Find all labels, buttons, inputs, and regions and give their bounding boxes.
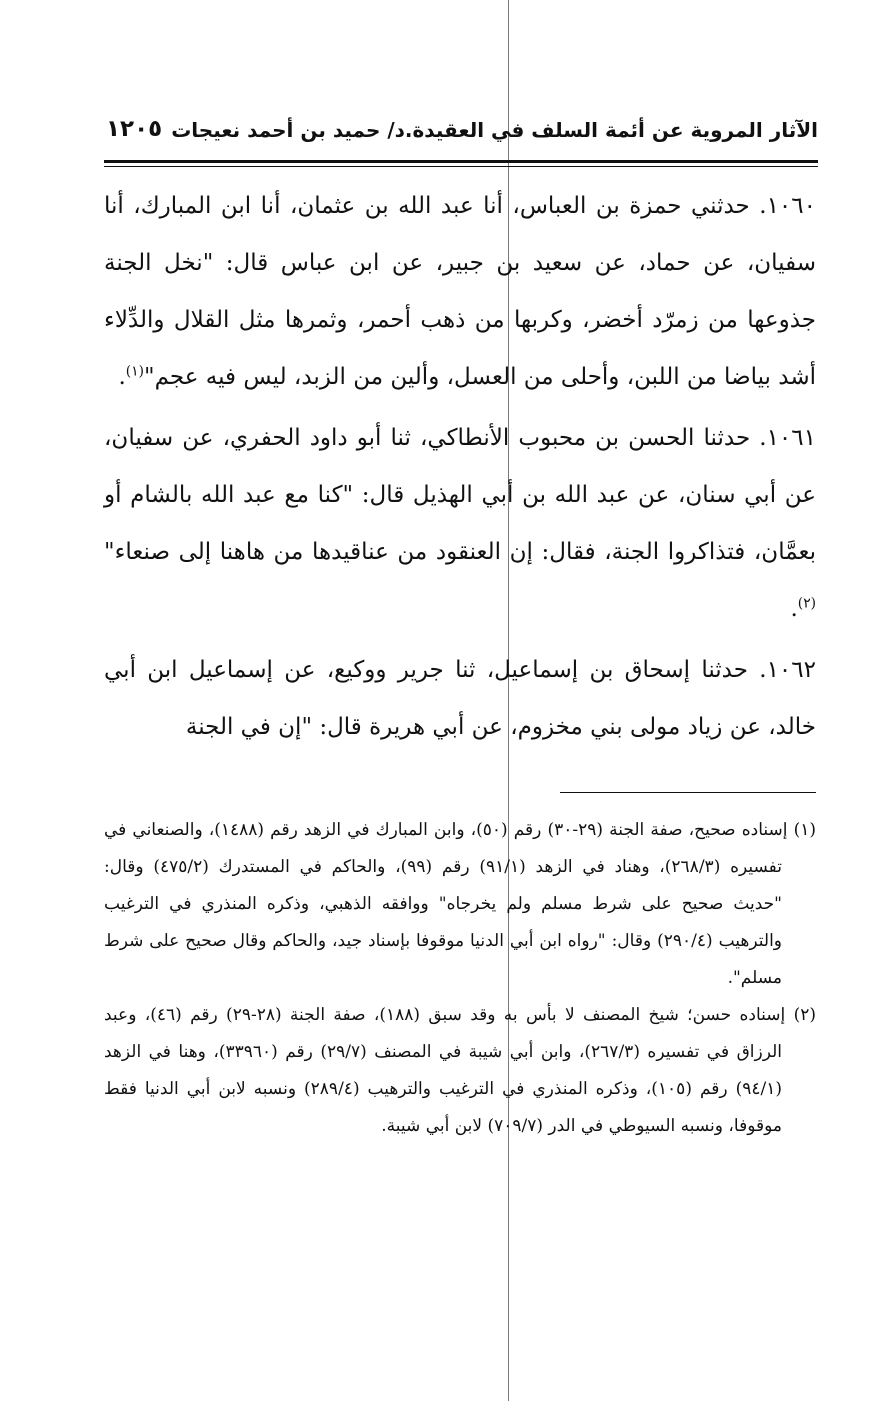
footnote-separator — [560, 792, 816, 793]
footnote-2: (٢) إسناده حسن؛ شيخ المصنف لا بأس به وقد سبق (١٨٨)، صفة الجنة (٢٨-٢٩) رقم (٤٦)، وعبد الرزاق في تفسيره (٢٦٧/٣)، وابن أبي شيبة في المصنف (٢٩/٧) رقم (٣٣٩٦٠)، وهنا في الزهد (٩٤/١) رقم (١٠٥)، وذكره المنذري في الترغيب والترهيب (٢٨٩/٤) ونسبه لابن أبي الدنيا فقط موقوفا، ونسبه السيوطي في الدر (٧٠٩/٧) لابن أبي شيبة. — [104, 1005, 816, 1136]
main-text — [104, 178, 816, 760]
running-title: الآثار المروية عن أئمة السلف في العقيدة.د/ حميد بن أحمد نعيجات — [171, 118, 818, 142]
page-number: ١٢٠٥ — [106, 116, 163, 142]
entry-text: ١٠٦١. حدثنا الحسن بن محبوب الأنطاكي، ثنا أبو داود الحفري، عن سفيان، عن أبي سنان، عن عبد الله بن أبي الهذيل قال: "كنا مع عبد الله بالشام أو بعمَّان، فتذاكروا الجنة، فقال: إن العنقود من عناقيدها من هاهنا إلى صنعاء" — [104, 425, 816, 565]
page-header — [104, 112, 818, 156]
header-rule — [104, 160, 818, 163]
footnote-1: (١) إسناده صحيح، صفة الجنة (٢٩-٣٠) رقم (٥٠)، وابن المبارك في الزهد رقم (١٤٨٨)، والصنعاني في تفسيره (٢٦٨/٣)، وهناد في الزهد (٩١/١) رقم (٩٩)، والحاكم في المستدرك (٤٧٥/٢) وقال: "حديث صحيح على شرط مسلم ولم يخرجاه" ووافقه الذهبي، وذكره المنذري في الترغيب والترهيب (٢٩٠/٤) وقال: "رواه ابن أبي الدنيا موقوفا بإسناد جيد، والحاكم وقال صحيح على شرط مسلم". — [104, 820, 816, 988]
footnote-ref-2[interactable]: (٢) — [797, 595, 816, 612]
entry-text: ١٠٦٠. حدثني حمزة بن العباس، أنا عبد الله بن عثمان، أنا ابن المبارك، أنا سفيان، عن حماد، عن سعيد بن جبير، عن ابن عباس قال: "نخل الجنة جذوعها من زمرّد أخضر، وكربها من ذهب أحمر، وثمرها مثل القلال والدِّلاء أشد بياضا من اللبن، وأحلى من العسل، وألين من الزبد، ليس فيه عجم" — [104, 193, 816, 390]
header-rule-thin — [104, 166, 818, 167]
hadith-entry-1060: ١٠٦٠. حدثني حمزة بن العباس، أنا عبد الله بن عثمان، أنا ابن المبارك، أنا سفيان، عن حماد، عن سعيد بن جبير، عن ابن عباس قال: "نخل الجنة جذوعها من زمرّد أخضر، وكربها من ذهب أحمر، وثمرها مثل القلال والدِّلاء أشد بياضا من اللبن، وأحلى من العسل، وألين من الزبد، ليس فيه عجم"$^{(١)}$. — [104, 193, 816, 390]
hadith-entry-1062 — [104, 642, 816, 756]
footnote-ref-1[interactable]: (١) — [125, 363, 144, 380]
footnotes — [104, 812, 816, 1145]
hadith-entry-1061: ١٠٦١. حدثنا الحسن بن محبوب الأنطاكي، ثنا أبو داود الحفري، عن سفيان، عن أبي سنان، عن عبد الله بن أبي الهذيل قال: "كنا مع عبد الله بالشام أو بعمَّان، فتذاكروا الجنة، فقال: إن العنقود من عناقيدها من هاهنا إلى صنعاء"$^{(٢)}$. — [104, 425, 816, 622]
entry-text: ١٠٦٢. حدثنا إسحاق بن إسماعيل، ثنا جرير ووكيع، عن إسماعيل ابن أبي خالد، عن زياد مولى بني مخزوم، عن أبي هريرة قال: "إن في الجنة — [104, 657, 816, 740]
